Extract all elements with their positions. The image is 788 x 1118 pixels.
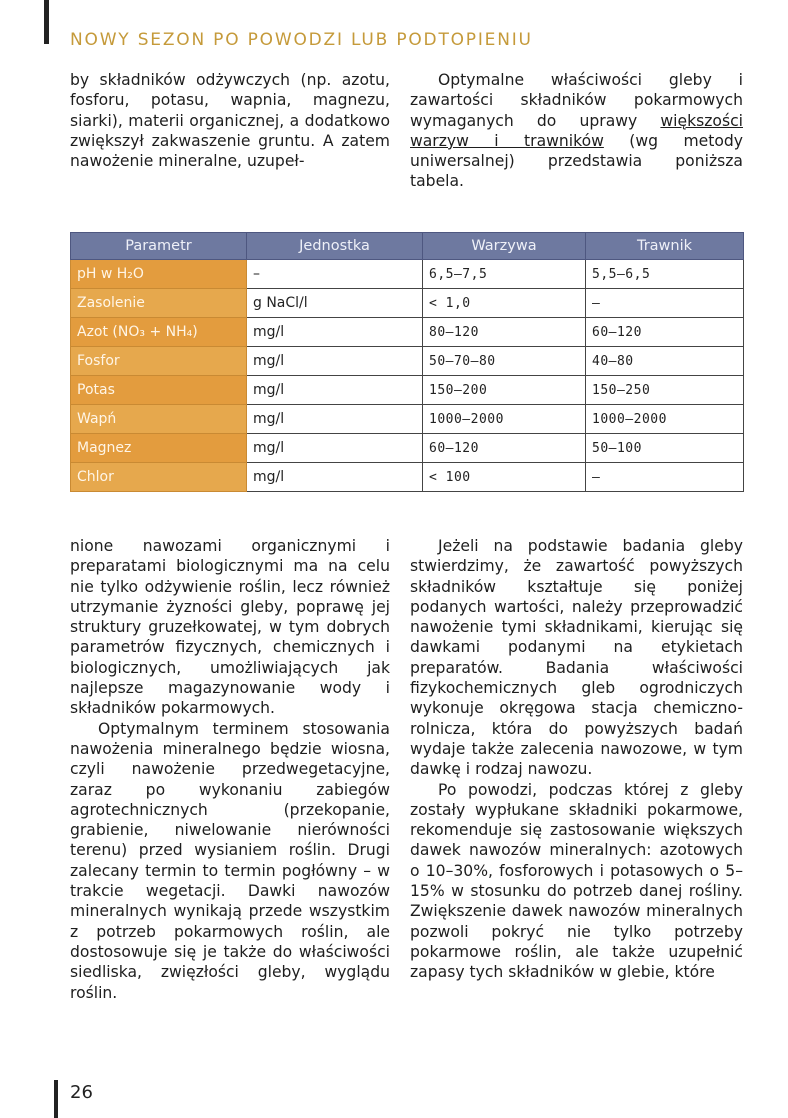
footer-accent-bar: [54, 1080, 58, 1118]
unit-cell: mg/l: [247, 434, 423, 463]
parameter-cell: Zasolenie: [71, 289, 247, 318]
unit-cell: –: [247, 260, 423, 289]
underlined-phrase: większości warzyw i trawników: [410, 111, 743, 150]
vegetables-cell: 6,5–7,5: [423, 260, 586, 289]
unit-cell: g NaCl/l: [247, 289, 423, 318]
bottom-left-column: [70, 536, 390, 1003]
table-header-row: [71, 233, 744, 260]
paragraph: by składników odżywczych (np. azotu, fosforu, potasu, wapnia, magnezu, siarki), materii organicznej, a dodatkowo zwiększył zakwaszenie gruntu. A zatem nawożenie mineralne, uzupeł-: [70, 71, 390, 171]
unit-cell: mg/l: [247, 347, 423, 376]
column-header: Parametr: [71, 233, 247, 260]
paragraph-text: (wg metody uniwersalnej) przedstawia poniższa tabela.: [410, 131, 744, 191]
vegetables-cell: < 100: [423, 463, 586, 492]
lawn-cell: –: [586, 463, 744, 492]
table-row: [71, 289, 744, 318]
vegetables-cell: 1000–2000: [423, 405, 586, 434]
top-right-column: [410, 70, 743, 192]
paragraph-text: Optymalne właściwości gleby i zawartości składników pokarmowych wymaganych do uprawy: [410, 71, 743, 130]
parameter-cell: Wapń: [71, 405, 247, 434]
paragraph: Po powodzi, podczas której z gleby zostały wypłukane składniki pokarmowe, rekomenduje się zastosowanie większych dawek nawozów mineralnych: azotowych o 10–30%, fosforowych i potasowych o 5–15% w stosunku do potrzeb danej rośliny. Zwiększenie dawek nawozów mineralnych pozwoli pokryć nie tylko potrzeby pokarmowe roślin, ale także uzupełnić zapasy tych składników w glebie, które: [410, 780, 743, 982]
table-row: [71, 405, 744, 434]
lawn-cell: 50–100: [586, 434, 744, 463]
vegetables-cell: 150–200: [423, 376, 586, 405]
table-row: [71, 318, 744, 347]
parameter-cell: pH w H₂O: [71, 260, 247, 289]
paragraph: nione nawozami organicznymi i preparatami biologicznymi ma na celu nie tylko odżywienie roślin, lecz również utrzymanie żyzności gleby, poprawę jej struktury gruzełkowatej, w tym dobrych parametrów fizycznych, chemicznych i biologicznych, umożliwiających jak najlepsze magazynowanie wody i składników pokarmowych.: [70, 537, 390, 718]
paragraph: Jeżeli na podstawie badania gleby stwierdzimy, że zawartość powyższych składników kształtuje się poniżej podanych wartości, należy przeprowadzić nawożenie tymi składnikami, kierując się dawkami podanymi na etykietach preparatów. Badania właściwości fizykochemicznych gleb ogrodniczych wykonuje okręgowa stacja chemiczno-rolnicza, która do powyższych badań wydaje także zalecenia nawozowe, w tym dawkę i rodzaj nawozu.: [410, 537, 743, 779]
column-header: Jednostka: [247, 233, 423, 260]
vegetables-cell: 80–120: [423, 318, 586, 347]
unit-cell: mg/l: [247, 376, 423, 405]
unit-cell: mg/l: [247, 405, 423, 434]
table-row: [71, 347, 744, 376]
lawn-cell: –: [586, 289, 744, 318]
unit-cell: mg/l: [247, 318, 423, 347]
lawn-cell: 40–80: [586, 347, 744, 376]
column-header: Warzywa: [423, 233, 586, 260]
vegetables-cell: < 1,0: [423, 289, 586, 318]
paragraph: Optymalnym terminem stosowania nawożenia mineralnego będzie wiosna, czyli nawożenie przedwegetacyjne, zaraz po wykonaniu zabiegów agrotechnicznych (przekopanie, grabienie, niwelowanie nierówności terenu) przed wysianiem roślin. Drugi zalecany termin to termin pogłówny – w trakcie wegetacji. Dawki nawozów mineralnych wynikają przede wszystkim z potrzeb pokarmowych roślin, ale dostosowuje się je także do właściwości siedliska, zwięzłości gleby, wyglądu roślin.: [70, 719, 390, 1002]
lawn-cell: 60–120: [586, 318, 744, 347]
lawn-cell: 5,5–6,5: [586, 260, 744, 289]
top-left-column: [70, 70, 390, 171]
parameter-cell: Chlor: [71, 463, 247, 492]
bottom-right-column: [410, 536, 743, 983]
running-header: NOWY SEZON PO POWODZI LUB PODTOPIENIU: [70, 30, 533, 50]
parameter-cell: Potas: [71, 376, 247, 405]
parameter-cell: Magnez: [71, 434, 247, 463]
page-number: 26: [70, 1082, 93, 1103]
paragraph: [410, 70, 743, 192]
lawn-cell: 150–250: [586, 376, 744, 405]
table-row: [71, 260, 744, 289]
header-accent-bar: [44, 0, 49, 44]
vegetables-cell: 50–70–80: [423, 347, 586, 376]
table-row: [71, 376, 744, 405]
table-row: [71, 434, 744, 463]
parameter-cell: Fosfor: [71, 347, 247, 376]
vegetables-cell: 60–120: [423, 434, 586, 463]
lawn-cell: 1000–2000: [586, 405, 744, 434]
soil-parameters-table: [70, 232, 743, 492]
table-row: [71, 463, 744, 492]
unit-cell: mg/l: [247, 463, 423, 492]
parameter-cell: Azot (NO₃ + NH₄): [71, 318, 247, 347]
column-header: Trawnik: [586, 233, 744, 260]
